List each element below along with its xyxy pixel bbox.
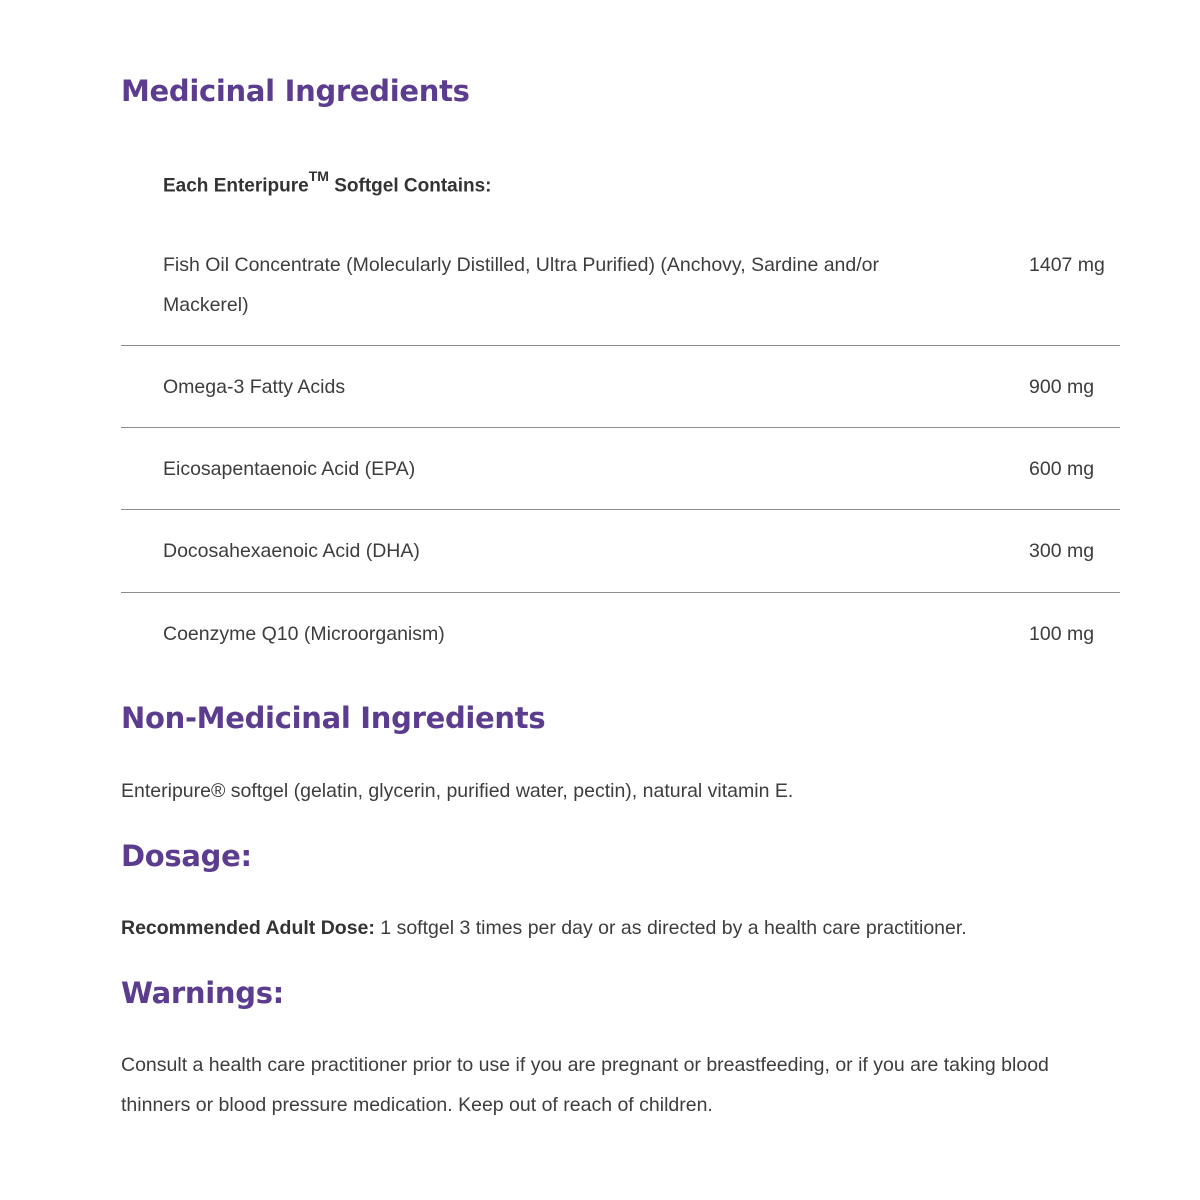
ingredient-name: Omega-3 Fatty Acids (163, 376, 346, 398)
ingredient-name: Docosahexaenoic Acid (DHA) (163, 540, 420, 562)
table-row (121, 346, 1120, 428)
table-title (163, 168, 492, 197)
ingredient-name: Coenzyme Q10 (Microorganism) (163, 623, 445, 645)
table-title-suffix: Softgel Contains: (328, 175, 492, 197)
table-row (121, 593, 1120, 673)
warnings-text: Consult a health care practitioner prior to use if you are pregnant or breastfeeding, or if you are taking blood thinners or blood pressure medication. Keep out of reach of children. (121, 1054, 1049, 1116)
table-title-prefix: Each Enteripure (163, 175, 309, 197)
non-medicinal-text: Enteripure® softgel (gelatin, glycerin, purified water, pectin), natural vitamin E. (121, 780, 794, 802)
ingredient-name: Fish Oil Concentrate (Molecularly Distilled, Ultra Purified) (Anchovy, Sardine and/or Mackerel) (163, 254, 879, 316)
ingredient-amount: 1407 mg (1029, 254, 1105, 276)
table-row (121, 428, 1120, 510)
ingredient-amount: 100 mg (1029, 623, 1095, 645)
ingredient-amount: 300 mg (1029, 540, 1095, 562)
ingredient-name: Eicosapentaenoic Acid (EPA) (163, 458, 416, 480)
ingredient-amount: 900 mg (1029, 376, 1095, 398)
trademark-sup: TM (308, 168, 329, 184)
medicinal-ingredients-heading: Medicinal Ingredients (121, 74, 470, 108)
non-medicinal-ingredients-heading: Non-Medicinal Ingredients (121, 701, 546, 735)
dosage-text (121, 908, 1120, 948)
dosage-label: Recommended Adult Dose: (121, 917, 375, 939)
dosage-heading: Dosage: (121, 839, 252, 873)
ingredient-amount: 600 mg (1029, 458, 1095, 480)
warnings-heading: Warnings: (121, 976, 284, 1010)
dosage-instructions: 1 softgel 3 times per day or as directed by a health care practitioner. (374, 917, 967, 939)
table-row (121, 510, 1120, 593)
table-row (121, 245, 1120, 346)
